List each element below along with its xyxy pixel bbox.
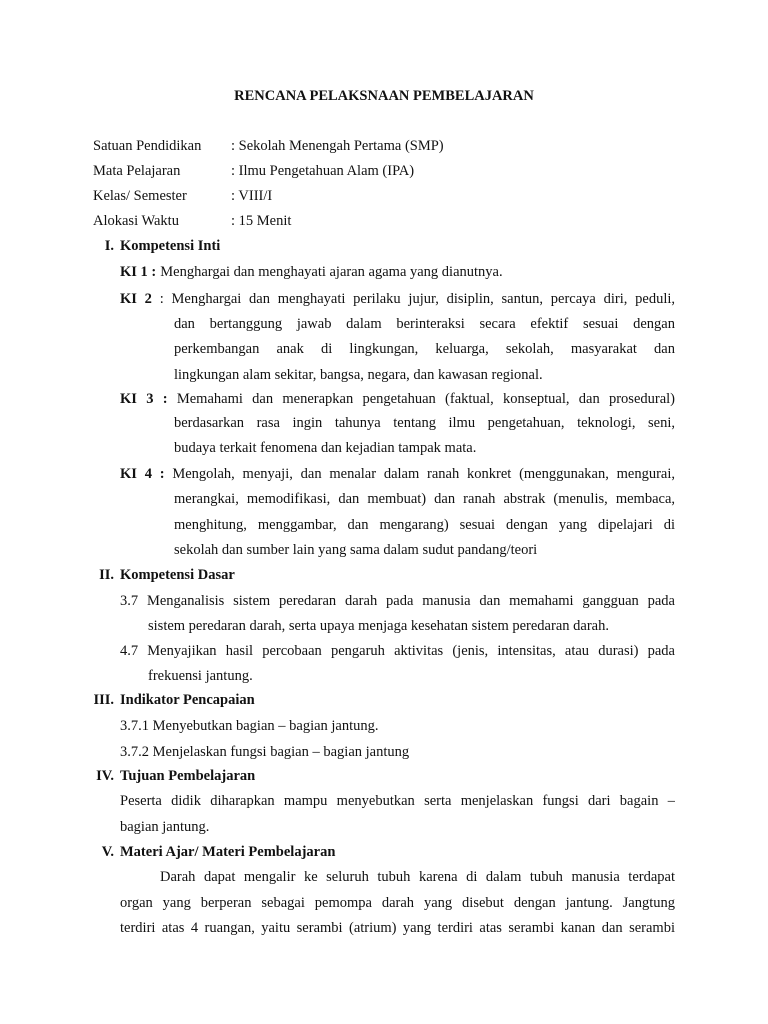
- kd-text-line: sistem peredaran darah, serta upaya menjaga kesehatan sistem peredaran darah.: [148, 618, 609, 634]
- ki2-line: [120, 290, 675, 308]
- ki3-line: [120, 390, 675, 408]
- kd-text-line: 3.7 Menganalisis sistem peredaran darah pada manusia dan memahami gangguan pada: [120, 593, 675, 609]
- ki1-text-line: Menghargai dan menghayati ajaran agama yang dianutnya.: [160, 264, 503, 280]
- ki3-text-line: Memahami dan menerapkan pengetahuan (faktual, konseptual, dan prosedural): [176, 391, 675, 407]
- kd-text-line: 4.7 Menyajikan hasil percobaan pengaruh aktivitas (jenis, intensitas, atau durasi) pada: [120, 643, 675, 659]
- section-heading-materi: Materi Ajar/ Materi Pembelajaran: [120, 844, 336, 860]
- ki4-text-line: menghitung, menggambar, dan mengarang) sesuai dengan yang dipelajari di: [174, 517, 675, 533]
- section-number-5: V.: [101, 844, 114, 860]
- indikator-item: 3.7.1 Menyebutkan bagian – bagian jantung.: [120, 718, 379, 734]
- materi-text-line: terdiri atas 4 ruangan, yaitu serambi (atrium) yang terdiri atas serambi kanan dan serambi: [120, 920, 675, 936]
- ki4-label: KI 4 :: [120, 466, 165, 482]
- ki3-label: KI 3 :: [120, 391, 168, 407]
- section-heading-tujuan: Tujuan Pembelajaran: [120, 768, 256, 784]
- document-title: RENCANA PELAKSNAAN PEMBELAJARAN: [234, 88, 534, 104]
- identity-label-subject: Mata Pelajaran: [93, 163, 181, 179]
- ki2-text-line: : Menghargai dan menghayati perilaku jujur, disiplin, santun, percaya diri, peduli,: [159, 291, 675, 307]
- section-heading-indikator: Indikator Pencapaian: [120, 692, 255, 708]
- ki2-text-line: lingkungan alam sekitar, bangsa, negara, dan kawasan regional.: [174, 367, 543, 383]
- ki2-text-line: dan bertanggung jawab dalam berinteraksi secara efektif sesuai dengan: [174, 316, 675, 332]
- ki4-text-line: sekolah dan sumber lain yang sama dalam sudut pandang/teori: [174, 542, 538, 558]
- ki1-line: [120, 263, 503, 281]
- identity-label-school: Satuan Pendidikan: [93, 138, 202, 154]
- ki3-text-line: budaya terkait fenomena dan kejadian tampak mata.: [174, 440, 477, 456]
- identity-value-subject: : Ilmu Pengetahuan Alam (IPA): [231, 163, 415, 179]
- tujuan-text-line: Peserta didik diharapkan mampu menyebutkan serta menjelaskan fungsi dari bagain –: [120, 793, 675, 809]
- identity-value-time: : 15 Menit: [231, 213, 292, 229]
- materi-text-line: organ yang berperan sebagai pemompa darah yang disebut dengan jantung. Jangtung: [120, 895, 675, 911]
- ki2-text-line: perkembangan anak di lingkungan, keluarga, sekolah, masyarakat dan: [174, 341, 675, 357]
- ki4-text-line: merangkai, memodifikasi, dan membuat) dan ranah abstrak (menulis, membaca,: [174, 491, 675, 507]
- identity-label-time: Alokasi Waktu: [93, 213, 179, 229]
- ki1-label: KI 1 :: [120, 264, 157, 280]
- ki4-text-line: Mengolah, menyaji, dan menalar dalam ranah konkret (menggunakan, mengurai,: [172, 466, 675, 482]
- kd-text-line: frekuensi jantung.: [148, 668, 253, 684]
- identity-value-school: : Sekolah Menengah Pertama (SMP): [231, 138, 444, 154]
- indikator-item: 3.7.2 Menjelaskan fungsi bagian – bagian jantung: [120, 744, 410, 760]
- section-number-3: III.: [93, 692, 114, 708]
- section-number-2: II.: [99, 567, 114, 583]
- identity-label-class: Kelas/ Semester: [93, 188, 187, 204]
- section-heading-kompetensi-inti: Kompetensi Inti: [120, 238, 221, 254]
- materi-text-line: Darah dapat mengalir ke seluruh tubuh karena di dalam tubuh manusia terdapat: [160, 869, 675, 885]
- ki4-line: [120, 465, 675, 483]
- tujuan-text-line: bagian jantung.: [120, 819, 210, 835]
- identity-value-class: : VIII/I: [231, 188, 273, 204]
- section-number-4: IV.: [96, 768, 114, 784]
- section-number-1: I.: [104, 238, 114, 254]
- ki3-text-line: berdasarkan rasa ingin tahunya tentang ilmu pengetahuan, teknologi, seni,: [174, 415, 675, 431]
- section-heading-kompetensi-dasar: Kompetensi Dasar: [120, 567, 235, 583]
- ki2-label: KI 2: [120, 291, 152, 307]
